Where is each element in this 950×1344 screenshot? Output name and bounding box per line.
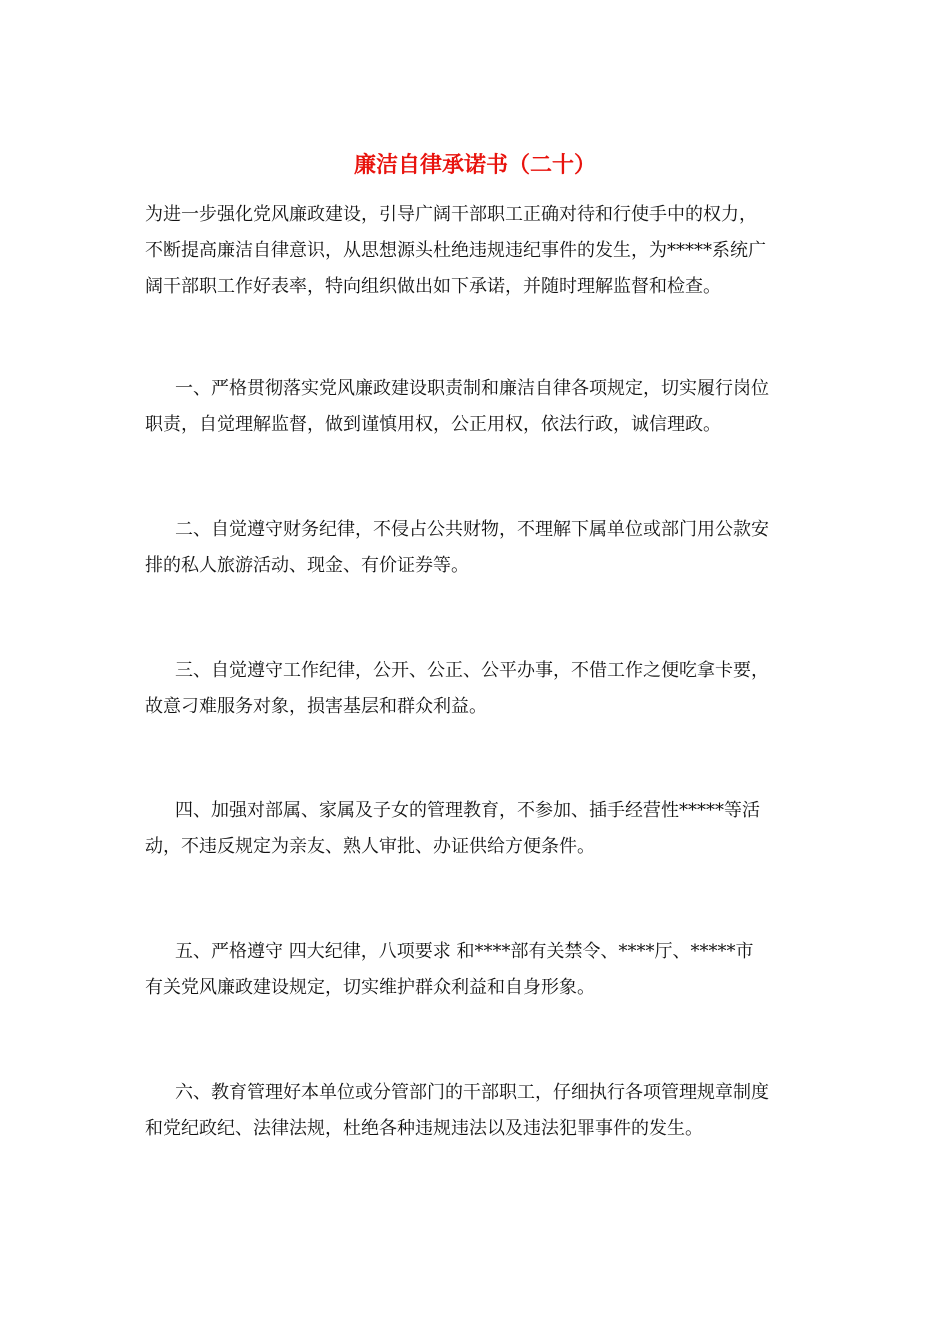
intro-line: 为进一步强化党风廉政建设，引导广阔干部职工正确对待和行使手中的权力，	[145, 204, 757, 225]
clause-line: 有关党风廉政建设规定，切实维护群众利益和自身形象。	[145, 977, 595, 998]
intro-paragraph	[145, 197, 810, 305]
clause-4	[145, 793, 810, 865]
clause-6	[145, 1075, 810, 1147]
clause-line: 动，不违反规定为亲友、熟人审批、办证供给方便条件。	[145, 836, 595, 857]
intro-line: 阔干部职工作好表率，特向组织做出如下承诺，并随时理解监督和检查。	[145, 276, 721, 297]
document-title: 廉洁自律承诺书（二十）	[353, 152, 596, 178]
clause-line: 排的私人旅游活动、现金、有价证券等。	[145, 555, 469, 576]
clause-3	[145, 653, 810, 725]
clause-line: 五、严格遵守 四大纪律，八项要求 和****部有关禁令、****厅、*****市	[175, 941, 754, 962]
clause-2	[145, 512, 810, 584]
clause-1	[145, 371, 810, 443]
clause-line: 一、严格贯彻落实党风廉政建设职责制和廉洁自律各项规定，切实履行岗位	[175, 378, 769, 399]
clause-line: 二、自觉遵守财务纪律，不侵占公共财物，不理解下属单位或部门用公款安	[175, 519, 769, 540]
clause-line: 故意刁难服务对象，损害基层和群众利益。	[145, 696, 487, 717]
intro-line: 不断提高廉洁自律意识，从思想源头杜绝违规违纪事件的发生，为*****系统广	[145, 240, 766, 261]
clause-line: 和党纪政纪、法律法规，杜绝各种违规违法以及违法犯罪事件的发生。	[145, 1118, 703, 1139]
clause-line: 六、教育管理好本单位或分管部门的干部职工，仔细执行各项管理规章制度	[175, 1082, 769, 1103]
clause-line: 职责，自觉理解监督，做到谨慎用权，公正用权，依法行政，诚信理政。	[145, 414, 721, 435]
clause-5	[145, 934, 810, 1006]
clause-line: 三、自觉遵守工作纪律，公开、公正、公平办事，不借工作之便吃拿卡要，	[175, 660, 769, 681]
clause-line: 四、加强对部属、家属及子女的管理教育，不参加、插手经营性*****等活	[175, 800, 760, 821]
